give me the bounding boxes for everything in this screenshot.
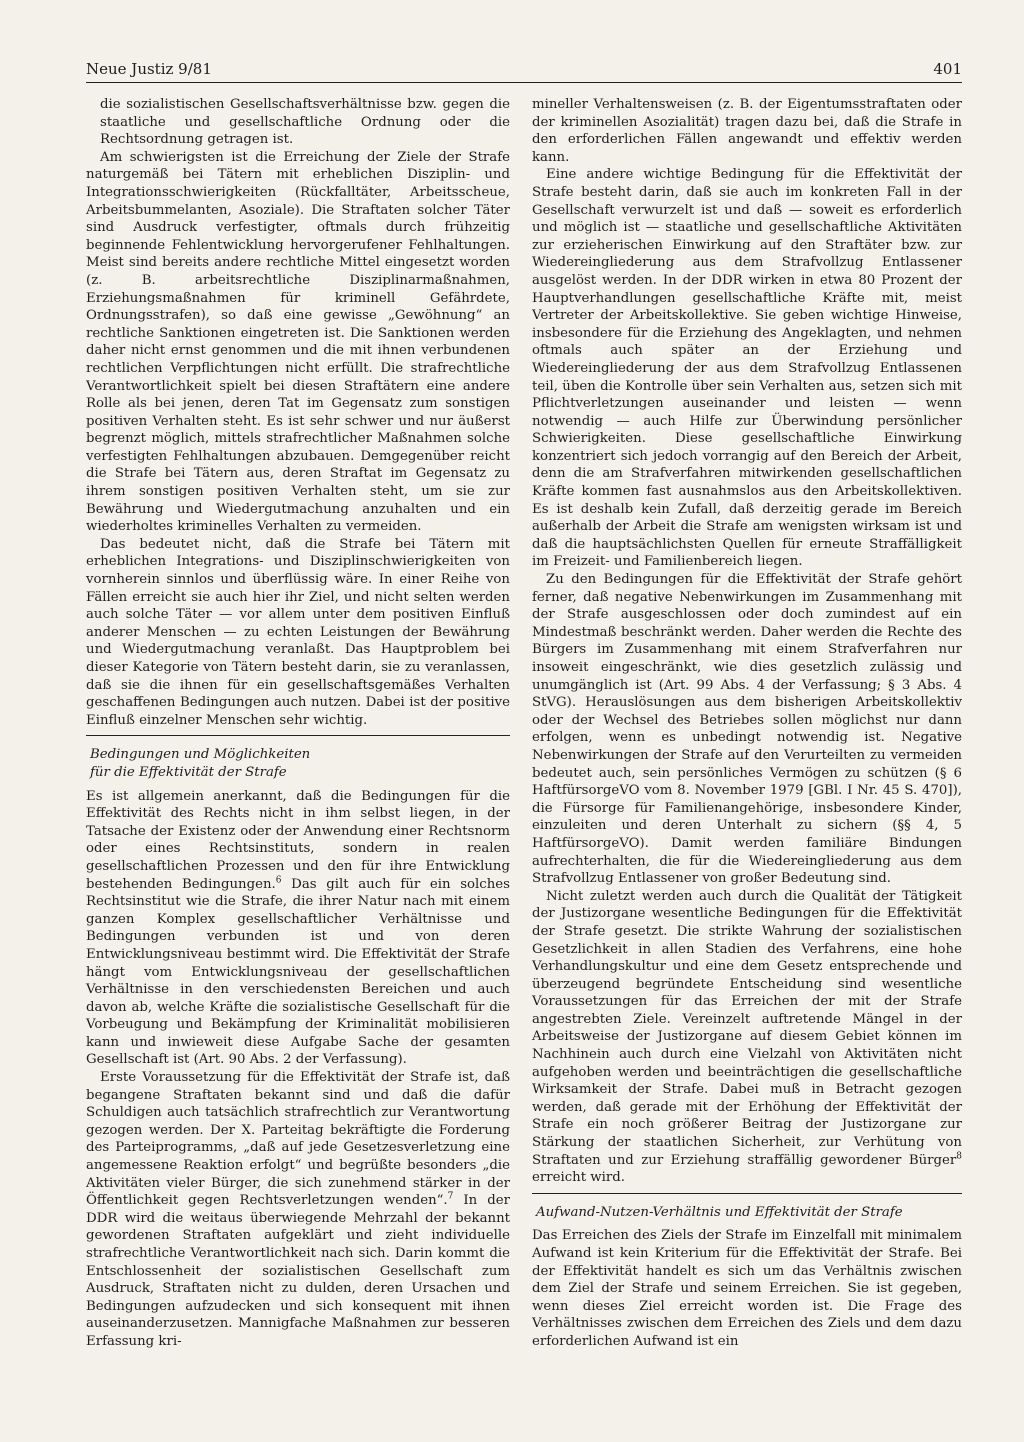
section-heading (86, 746, 510, 781)
paragraph: Das Erreichen des Ziels der Strafe im Einzelfall mit minimalem Aufwand ist kein Kriterium für die Effektivität der Strafe. Bei der Effektivität handelt es sich um das Verhältnis zwischen dem Ziel der Strafe und seinem Erreichen. Sie ist gegeben, wenn dieses Ziel erreicht worden ist. Die Frage des Verhältnisses zwischen dem Erreichen des Ziels und dem dazu erforderlichen Aufwand ist ein (532, 1228, 962, 1349)
text-run: In der DDR wird die weitaus überwiegende Mehrzahl der bekannt gewordenen Straftaten aufgeklärt und zieht individuelle strafrechtliche Verantwortlichkeit nach sich. Darin kommt die Entschlossenheit der sozialistischen Gesellschaft zum Ausdruck, Straftaten nicht zu dulden, deren Ursachen und Bedingungen aufzudecken und sich konsequent mit ihnen auseinanderzusetzen. Mannigfache Maßnahmen zur besseren Erfassung kri- (86, 1193, 510, 1349)
footnote-ref: 8 (956, 1151, 962, 1162)
left-column (86, 96, 510, 1351)
header-rule (86, 82, 962, 83)
paragraph: Das bedeutet nicht, daß die Strafe bei Tätern mit erheblichen Integrations- und Disziplinschwierigkeiten von vornherein sinnlos und überflüssig wäre. In einer Reihe von Fällen erreicht sie auch hier ihr Ziel, und nicht selten werden auch solche Täter — vor allem unter dem positiven Einfluß anderer Menschen — zu echten Leistungen der Bewährung und Wiedergutmachung veranlaßt. Das Hauptproblem bei dieser Kategorie von Tätern besteht darin, sie zu veranlassen, daß sie die ihnen für ein gesellschaftsgemäßes Verhalten geschaffenen Bedingungen auch nutzen. Dabei ist der positive Einfluß einzelner Menschen sehr wichtig. (86, 536, 510, 728)
paragraph: Zu den Bedingungen für die Effektivität der Strafe gehört ferner, daß negative Nebenwirkungen im Zusammenhang mit der Strafe ausgeschlossen oder doch zumindest auf ein Mindestmaß beschränkt werden. Daher werden die Rechte des Bürgers im Zusammenhang mit einem Strafverfahren nur insoweit eingeschränkt, wie dies gesetzlich zulässig und unumgänglich ist (Art. 99 Abs. 4 der Verfassung; § 3 Abs. 4 StVG). Herauslösungen aus dem bisherigen Arbeitskollektiv oder der Wechsel des Betriebes sollen möglichst nur dann erfolgen, wenn es unbedingt notwendig ist. Negative Nebenwirkungen der Strafe auf den Verurteilten zu vermeiden bedeutet auch, sein persönliches Vermögen zu schützen (§ 6 HaftfürsorgeVO vom 8. November 1979 [GBl. I Nr. 45 S. 470]), die Fürsorge für Familienangehörige, insbesondere Kinder, einzuleiten und deren Unterhalt zu sichern (§§ 4, 5 HaftfürsorgeVO). Damit werden familiäre Bindungen aufrechterhalten, die für die Wiedereingliederung aus dem Strafvollzug Entlassener von großer Bedeutung sind. (532, 572, 962, 887)
footnote-ref: 6 (275, 875, 282, 886)
section-heading-line: Bedingungen und Möglichkeiten (90, 747, 311, 763)
paragraph (86, 788, 510, 1070)
text-run: Nicht zuletzt werden auch durch die Qualität der Tätigkeit der Justizorgane wesentliche Bedingungen für die Effektivität der Strafe gesetzt. Die strikte Wahrung der sozialistischen Gesetzlichkeit in allen Stadien des Verfahrens, eine hohe Verhandlungskultur und eine dem Gesetz entsprechende und überzeugend begründete Entscheidung sind wesentliche Voraussetzungen für das Erreichen der mit der Strafe angestrebten Ziele. Vereinzelt auftretende Mängel in der Arbeitsweise der Justizorgane auf diesem Gebiet können im Nachhinein auch durch eine Vielzahl von Aktivitäten nicht aufgehoben werden und beeinträchtigen die gesellschaftliche Wirksamkeit der Strafe. Dabei muß in Betracht gezogen werden, daß gerade mit der Erhöhung der Effektivität der Strafe ein noch größerer Beitrag der Justizorgane zur Stärkung der staatlichen Sicherheit, zur Verhütung von Straftaten und zur Erziehung straffällig gewordener Bürger (532, 888, 962, 1168)
paragraph: Eine andere wichtige Bedingung für die Effektivität der Strafe besteht darin, daß sie auch im konkreten Fall in der Gesellschaft verwurzelt ist und daß — soweit es erforderlich und möglich ist — staatliche und gesellschaftliche Aktivitäten zur erzieherischen Einwirkung auf den Straftäter bzw. zur Wiedereingliederung aus dem Strafvollzug Entlassener ausgelöst werden. In der DDR wirken in etwa 80 Prozent der Hauptverhandlungen gesellschaftliche Kräfte mit, meist Vertreter der Arbeitskollektive. Sie geben wichtige Hinweise, insbesondere für die Erziehung des Angeklagten, und nehmen oftmals auch später an der Erziehung und Wiedereingliederung der aus dem Strafvollzug Entlassenen teil, üben die Kontrolle über sein Verhalten aus, setzen sich mit Pflichtverletzungen auseinander und leisten — wenn notwendig — auch Hilfe zur Überwindung persönlicher Schwierigkeiten. Diese gesellschaftliche Einwirkung konzentriert sich jedoch vorrangig auf den Bereich der Arbeit, denn die am Strafverfahren mitwirkenden gesellschaftlichen Kräfte kommen fast ausnahmslos aus den Arbeitskollektiven. Es ist deshalb kein Zufall, daß derzeitig gerade im Bereich außerhalb der Arbeit die Strafe am wenigsten wirksam ist und daß die hauptsächlichsten Quellen für erneute Straffälligkeit im Freizeit- und Familienbereich liegen. (532, 167, 962, 570)
journal-title: Neue Justiz 9/81 (86, 60, 212, 78)
paragraph (532, 888, 962, 1187)
text-run: Erste Voraussetzung für die Effektivität der Strafe ist, daß begangene Straftaten bekannt sind und daß die dafür Schuldigen auch tatsächlich strafrechtlich zur Verantwortung gezogen werden. Der X. Parteitag bekräftigte die Forderung des Parteiprogramms, „daß auf jede Gesetzesverletzung eine angemessene Reaktion erfolgt“ und begrüßte besonders „die Aktivitäten vieler Bürger, die sich zunehmend stärker in der Öffentlichkeit gegen Rechtsverletzungen wenden“. (86, 1070, 510, 1209)
text-run: erreicht wird. (532, 1170, 626, 1186)
section-rule (532, 1193, 962, 1194)
paragraph: Am schwierigsten ist die Erreichung der Ziele der Strafe naturgemäß bei Tätern mit erheblichen Disziplin- und Integrationsschwierigkeiten (Rückfalltäter, Arbeitsscheue, Arbeitsbummelanten, Asoziale). Die Straftaten solcher Täter sind Ausdruck verfestigter, oftmals durch frühzeitig beginnende Fehlentwicklung hervorgerufener Fehlhaltungen. Meist sind bereits andere rechtliche Mittel eingesetzt worden (z. B. arbeitsrechtliche Disziplinarmaßnahmen, Erziehungsmaßnahmen für kriminell Gefährdete, Ordnungsstrafen), so daß eine gewisse „Gewöhnung“ an rechtliche Sanktionen eingetreten ist. Die Sanktionen werden daher nicht ernst genommen und die mit ihnen verbundenen rechtlichen Verpflichtungen nicht erfüllt. Die strafrechtliche Verantwortlichkeit spielt bei diesen Straftätern eine andere Rolle als bei jenen, deren Tat im Gegensatz zum sonstigen positiven Verhalten steht. Es ist sehr schwer und nur äußerst begrenzt möglich, mittels strafrechtlicher Maßnahmen solche verfestigten Fehlhaltungen abzubauen. Demgegenüber reicht die Strafe bei Tätern aus, deren Straftat im Gegensatz zu ihrem sonstigen positiven Verhalten steht, um sie zur Bewährung und Wiedergutmachung anzuhalten und ein wiederholtes kriminelles Verhalten zu vermeiden. (86, 149, 510, 535)
text-run: Das gilt auch für ein solches Rechtsinstitut wie die Strafe, die ihrer Natur nach mit einem ganzen Komplex gesellschaftlicher Verhältnisse und Bedingungen verbunden ist und von deren Entwicklungsniveau bestimmt wird. Die Effektivität der Strafe hängt vom Entwicklungsniveau der gesellschaftlichen Verhältnisse in den verschiedensten Bereichen und auch davon ab, welche Kräfte die sozialistische Gesellschaft für die Vorbeugung und Bekämpfung der Kriminalität mobilisieren kann und inwieweit diese Aufgabe Sache der gesamten Gesellschaft ist (Art. 90 Abs. 2 der Verfassung). (86, 876, 510, 1068)
footnote-ref: 7 (447, 1191, 454, 1202)
section-rule (86, 735, 510, 736)
paragraph: die sozialistischen Gesellschaftsverhältnisse bzw. gegen die staatliche und gesellschaftliche Ordnung oder die Rechtsordnung getragen ist. (100, 97, 510, 148)
paragraph (86, 1069, 510, 1351)
page-header (86, 60, 962, 84)
section-heading-line: Aufwand-Nutzen-Verhältnis und Effektivität der Strafe (536, 1204, 903, 1220)
section-heading (532, 1204, 962, 1222)
page-number: 401 (933, 60, 962, 78)
text-run: Es ist allgemein anerkannt, daß die Bedingungen für die Effektivität des Rechts nicht in ihm selbst liegen, in der Tatsache der Existenz oder der Anwendung einer Rechtsnorm oder eines Rechtsinstituts, sondern in realen gesellschaftlichen Prozessen und den für ihre Entwicklung bestehenden Bedingungen. (86, 788, 510, 892)
section-heading-line: für die Effektivität der Strafe (90, 764, 287, 780)
paragraph: mineller Verhaltensweisen (z. B. der Eigentumsstraftaten oder der kriminellen Asozialität) tragen dazu bei, daß die Strafe in den erforderlichen Fällen angewandt und effektiv werden kann. (532, 97, 962, 165)
right-column (532, 96, 962, 1351)
